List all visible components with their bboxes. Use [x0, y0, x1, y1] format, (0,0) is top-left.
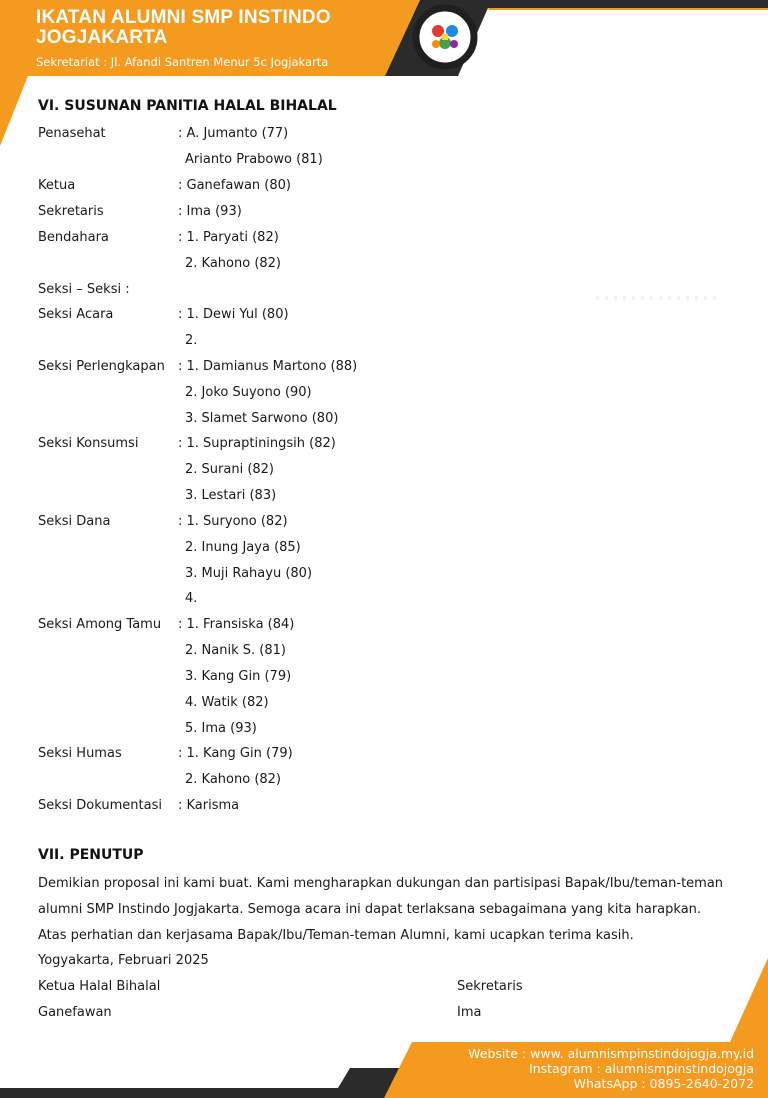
- header-side-stripe: [0, 76, 30, 146]
- row-value: 3. Muji Rahayu (80): [185, 566, 313, 581]
- row-label: Seksi – Seksi :: [38, 282, 130, 297]
- row-label: Seksi Humas: [38, 746, 122, 761]
- org-name-line1: IKATAN ALUMNI SMP INSTINDO: [36, 7, 331, 28]
- row-value: : 1. Damianus Martono (88): [178, 359, 358, 374]
- row-value: 2. Kahono (82): [185, 772, 282, 787]
- row-label: Bendahara: [38, 230, 109, 245]
- row-value: 3. Slamet Sarwono (80): [185, 411, 339, 426]
- row-value: : A. Jumanto (77): [178, 126, 289, 141]
- row-value: 3. Lestari (83): [185, 488, 277, 503]
- row-value: 2. Inung Jaya (85): [185, 540, 301, 555]
- org-address: Sekretariat : Jl. Afandi Santren Menur 5c Jogjakarta: [36, 55, 329, 69]
- closing-paragraph-line: alumni SMP Instindo Jogjakarta. Semoga acara ini dapat terlaksana sebagaimana yang kita harapkan.: [38, 902, 702, 917]
- signature-right-role: Sekretaris: [457, 979, 523, 994]
- scan-speck: [596, 296, 720, 300]
- row-value: : 1. Fransiska (84): [178, 617, 295, 632]
- row-value: : 1. Supraptiningsih (82): [178, 436, 336, 451]
- row-value: 4.: [185, 591, 198, 606]
- header-text: [36, 8, 331, 69]
- row-value: 2. Surani (82): [185, 462, 275, 477]
- row-value: 2. Kahono (82): [185, 256, 282, 271]
- row-label: Seksi Among Tamu: [38, 617, 162, 632]
- row-value: : Karisma: [178, 798, 240, 813]
- row-value: 3. Kang Gin (79): [185, 669, 292, 684]
- row-value: Arianto Prabowo (81): [185, 152, 323, 167]
- section-7-title: VII. PENUTUP: [38, 847, 144, 863]
- row-value: 4. Watik (82): [185, 695, 269, 710]
- row-value: : 1. Suryono (82): [178, 514, 288, 529]
- row-label: Seksi Konsumsi: [38, 436, 139, 451]
- footer-whatsapp: WhatsApp : 0895-2640-2072: [573, 1076, 754, 1091]
- row-value: 2. Nanik S. (81): [185, 643, 286, 658]
- row-value: : Ganefawan (80): [178, 178, 291, 193]
- footer-instagram: Instagram : alumnismpinstindojogja: [529, 1061, 754, 1076]
- row-value: 2. Joko Suyono (90): [185, 385, 312, 400]
- closing-paragraph-line: Demikian proposal ini kami buat. Kami mengharapkan dukungan dan partisipasi Bapak/Ibu/teman-teman: [38, 876, 724, 891]
- document-date: Yogyakarta, Februari 2025: [38, 953, 209, 968]
- row-value: : 1. Kang Gin (79): [178, 746, 293, 761]
- closing-paragraph-line: Atas perhatian dan kerjasama Bapak/Ibu/Teman-teman Alumni, kami ucapkan terima kasih.: [38, 928, 634, 943]
- row-label: Seksi Perlengkapan: [38, 359, 165, 374]
- signature-left-role: Ketua Halal Bihalal: [38, 979, 161, 994]
- row-label: Sekretaris: [38, 204, 104, 219]
- row-label: Seksi Dana: [38, 514, 111, 529]
- row-value: : Ima (93): [178, 204, 242, 219]
- row-label: Seksi Acara: [38, 307, 114, 322]
- row-value: 2.: [185, 333, 198, 348]
- organization-logo-icon: [412, 4, 478, 70]
- row-label: Ketua: [38, 178, 76, 193]
- footer-contacts: [468, 1046, 754, 1091]
- row-value: 5. Ima (93): [185, 721, 257, 736]
- row-value: : 1. Paryati (82): [178, 230, 279, 245]
- row-value: : 1. Dewi Yul (80): [178, 307, 289, 322]
- signature-left-name: Ganefawan: [38, 1005, 112, 1020]
- row-label: Penasehat: [38, 126, 106, 141]
- row-label: Seksi Dokumentasi: [38, 798, 162, 813]
- footer-website: Website : www. alumnismpinstindojogja.my.id: [468, 1046, 754, 1061]
- section-6-title: VI. SUSUNAN PANITIA HALAL BIHALAL: [38, 98, 337, 114]
- org-name-line2: JOGJAKARTA: [36, 27, 168, 48]
- signature-right-name: Ima: [457, 1005, 482, 1020]
